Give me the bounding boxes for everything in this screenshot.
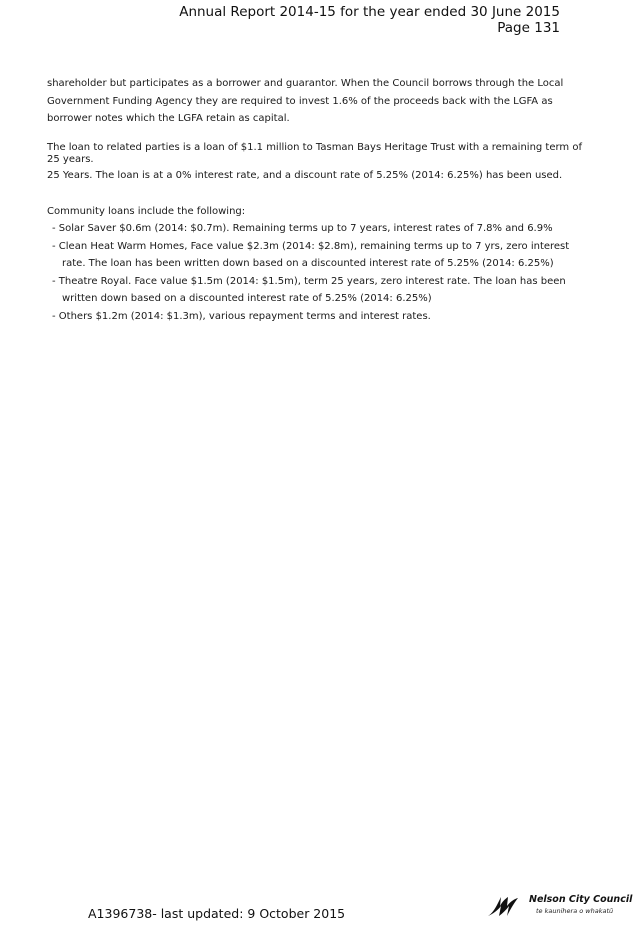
logo-name: Nelson City Council: [529, 894, 633, 905]
page-header: [179, 4, 560, 36]
paragraph-borrower-notes: shareholder but participates as a borrower and guarantor. When the Council borrows through the Local Government Funding Agency they are required to invest 1.6% of the proceeds back with the LGFA as borrower notes which the LGFA retain as capital.: [47, 78, 564, 124]
list-item: - Solar Saver $0.6m (2014: $0.7m). Remaining terms up to 7 years, interest rates of 7.8% and 6.9%: [52, 223, 553, 234]
paragraph-related-party-loan: The loan to related parties is a loan of $1.1 million to Tasman Bays Heritage Trust with a remaining term of 25 years.: [47, 141, 582, 165]
document-body: [47, 75, 587, 325]
report-title: Annual Report 2014-15 for the year ended 30 June 2015: [179, 4, 560, 20]
list-item: - Others $1.2m (2014: $1.3m), various repayment terms and interest rates.: [52, 310, 431, 322]
page-number: Page 131: [497, 20, 560, 36]
list-item: - Theatre Royal. Face value $1.5m (2014: $1.5m), term 25 years, zero interest rate. The loan has been written down based on a discounted interest rate of 5.25% (2014: 6.25%): [52, 275, 566, 304]
nelson-city-council-logo-mark-icon: [487, 893, 529, 919]
community-loans-intro: Community loans include the following:: [47, 205, 246, 217]
council-logo: [487, 893, 633, 923]
paragraph-loan-terms: 25 Years. The loan is at a 0% interest rate, and a discount rate of 5.25% (2014: 6.25%) has been used.: [47, 169, 563, 181]
logo-tagline: te kaunihera o whakatū: [536, 907, 614, 915]
list-item: - Clean Heat Warm Homes, Face value $2.3m (2014: $2.8m), remaining terms up to 7 yrs, zero interest rate. The loan has been written down based on a discounted interest rate of 5.25% (2014: 6.25%): [52, 240, 570, 269]
community-loans-list: [47, 220, 587, 325]
document-footer: A1396738- last updated: 9 October 2015: [88, 906, 346, 921]
